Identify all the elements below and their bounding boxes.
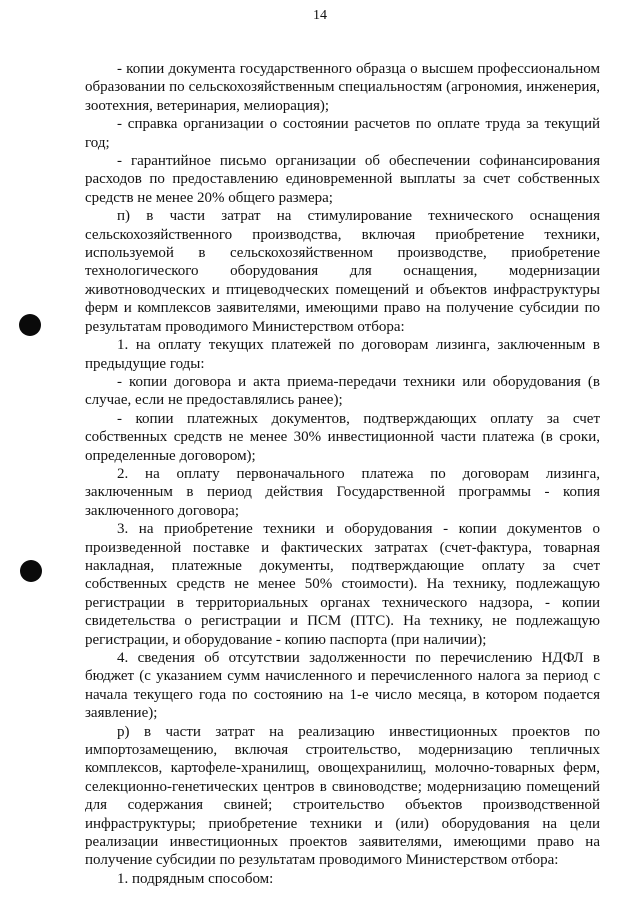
paragraph: 2. на оплату первоначального платежа по договорам лизинга, заключенным в период действия Государственной программы - копия заключенного договора; [85,465,600,519]
paragraph: - копии договора и акта приема-передачи техники или оборудования (в случае, если не предоставлялись ранее); [85,373,600,409]
punch-hole-mark [19,314,41,336]
paragraph: - копии платежных документов, подтверждающих оплату за счет собственных средств не менее 30% инвестиционной части платежа (в сроки, определенные договором); [85,410,600,464]
page-number: 14 [313,8,327,23]
paragraph: р) в части затрат на реализацию инвестиционных проектов по импортозамещению, включая строительство, модернизацию тепличных комплексов, картофеле-хранилищ, овощехранилищ, молочно-товарных ферм, селекционно-генетических центров в свиноводстве; модернизацию помещений для содержания свиней; строительство объектов производственной инфраструктуры; приобретение техники и (или) оборудования на цели реализации инвестиционных проектов заявителями, имеющими право на получение субсидии по результатам проводимого Министерством отбора: [85,723,600,869]
paragraph: 1. на оплату текущих платежей по договорам лизинга, заключенным в предыдущие годы: [85,337,600,372]
paragraph: 1. подрядным способом: [117,870,274,887]
paragraph: 3. на приобретение техники и оборудования - копии документов о произведенной поставке и фактических затратах (счет-фактура, товарная накладная, платежные документы, подтверждающие оплату за счет собственных средств не менее 50% стоимости). На технику, подлежащую регистрации в территориальных органах технического надзора, - копии свидетельства о регистрации и ПСМ (ПТС). На технику, не подлежащую регистрации, и оборудование - копию паспорта (при наличии); [85,521,600,648]
paragraph: 4. сведения об отсутствии задолженности по перечислению НДФЛ в бюджет (с указанием сумм начисленного и перечисленного налога за период с начала текущего года по состоянию на 1-е число месяца, в котором подается заявление); [85,650,600,722]
document-body [85,60,600,888]
paragraph: - справка организации о состоянии расчетов по оплате труда за текущий год; [85,116,600,151]
paragraph: - гарантийное письмо организации об обеспечении софинансирования расходов по предоставлению единовременной выплаты за счет собственных средств не менее 20% общего размера; [85,153,600,206]
paragraph: п) в части затрат на стимулирование технического оснащения сельскохозяйственного производства, включая приобретение техники, используемой в сельскохозяйственном производстве, приобретение технологического оборудования для оснащения, модернизации животноводческих и птицеводческих помещений и объектов инфраструктуры ферм и комплексов заявителями, имеющими право на получение субсидии по результатам проводимого Министерством отбора: [85,208,600,335]
paragraph: - копии документа государственного образца о высшем профессиональном образовании по сельскохозяйственным специальностям (агрономия, инженерия, зоотехния, ветеринария, мелиорация); [85,61,600,114]
punch-hole-mark [20,560,42,582]
